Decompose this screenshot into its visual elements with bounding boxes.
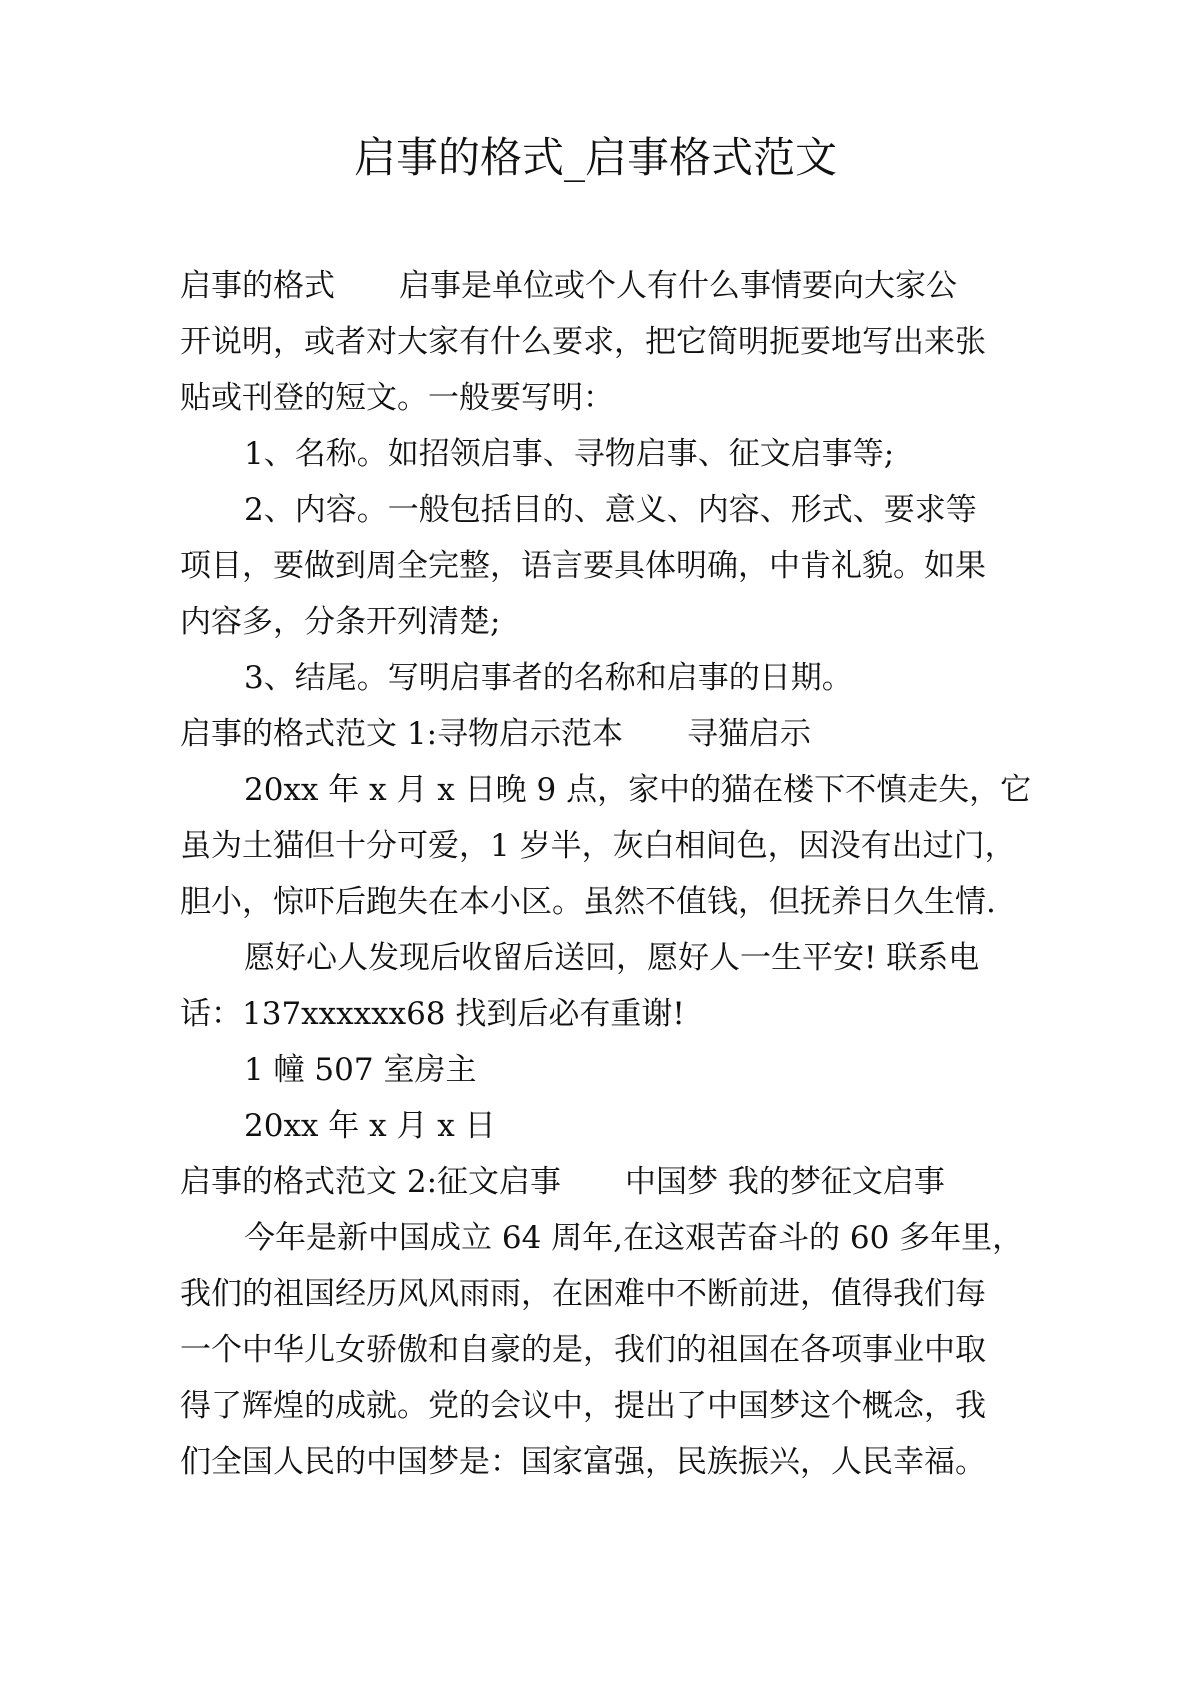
list-item: 2、内容。一般包括目的、意义、内容、形式、要求等: [244, 492, 977, 528]
paragraph-line: 今年是新中国成立 64 周年,在这艰苦奋斗的 60 多年里，: [244, 1220, 1024, 1256]
notice-title: 中国梦 我的梦征文启事: [625, 1164, 945, 1200]
section-heading: 启事的格式范文 2:征文启事: [180, 1164, 562, 1200]
paragraph-line: 我们的祖国经历风风雨雨，在困难中不断前进，值得我们每: [180, 1276, 986, 1312]
document-title: 启事的格式_启事格式范文: [353, 133, 837, 182]
list-item: 1、名称。如招领启事、寻物启事、征文启事等;: [244, 436, 895, 472]
paragraph-line: 得了辉煌的成就。党的会议中，提出了中国梦这个概念，我: [180, 1388, 986, 1424]
paragraph-line: 虽为土猫但十分可爱，1 岁半，灰白相间色，因没有出过门，: [180, 828, 1016, 864]
notice-title: 寻猫启示: [687, 716, 812, 752]
document-body: [180, 258, 1040, 1490]
section-heading: 启事的格式范文 1:寻物启示范本: [180, 716, 624, 752]
paragraph-line: 内容多，分条开列清楚;: [180, 604, 501, 640]
list-item: 3、结尾。写明启事者的名称和启事的日期。: [244, 660, 853, 696]
paragraph-line: 愿好心人发现后收留后送回，愿好人一生平安! 联系电: [244, 940, 980, 976]
section-heading: 启事的格式: [180, 268, 335, 304]
paragraph-line: 开说明，或者对大家有什么要求，把它简明扼要地写出来张: [180, 324, 986, 360]
section-title-line: [180, 706, 1040, 762]
paragraph-line: 胆小，惊吓后跑失在本小区。虽然不值钱，但抚养日久生情.: [180, 884, 996, 920]
paragraph-line: 们全国人民的中国梦是：国家富强，民族振兴，人民幸福。: [180, 1444, 986, 1480]
paragraph-line: 项目，要做到周全完整，语言要具体明确，中肯礼貌。如果: [180, 548, 986, 584]
paragraph-line: [180, 258, 1040, 314]
signature-line: 1 幢 507 室房主: [244, 1052, 477, 1088]
paragraph-text: 启事是单位或个人有什么事情要向大家公: [399, 268, 957, 304]
paragraph-line: 20xx 年 x 月 x 日晚 9 点，家中的猫在楼下不慎走失，它: [244, 772, 1032, 808]
date-line: 20xx 年 x 月 x 日: [244, 1108, 496, 1144]
section-title-line: [180, 1154, 1040, 1210]
paragraph-line: 话：137xxxxxx68 找到后必有重谢!: [180, 996, 685, 1032]
paragraph-line: 贴或刊登的短文。一般要写明：: [180, 380, 614, 416]
paragraph-line: 一个中华儿女骄傲和自豪的是，我们的祖国在各项事业中取: [180, 1332, 986, 1368]
